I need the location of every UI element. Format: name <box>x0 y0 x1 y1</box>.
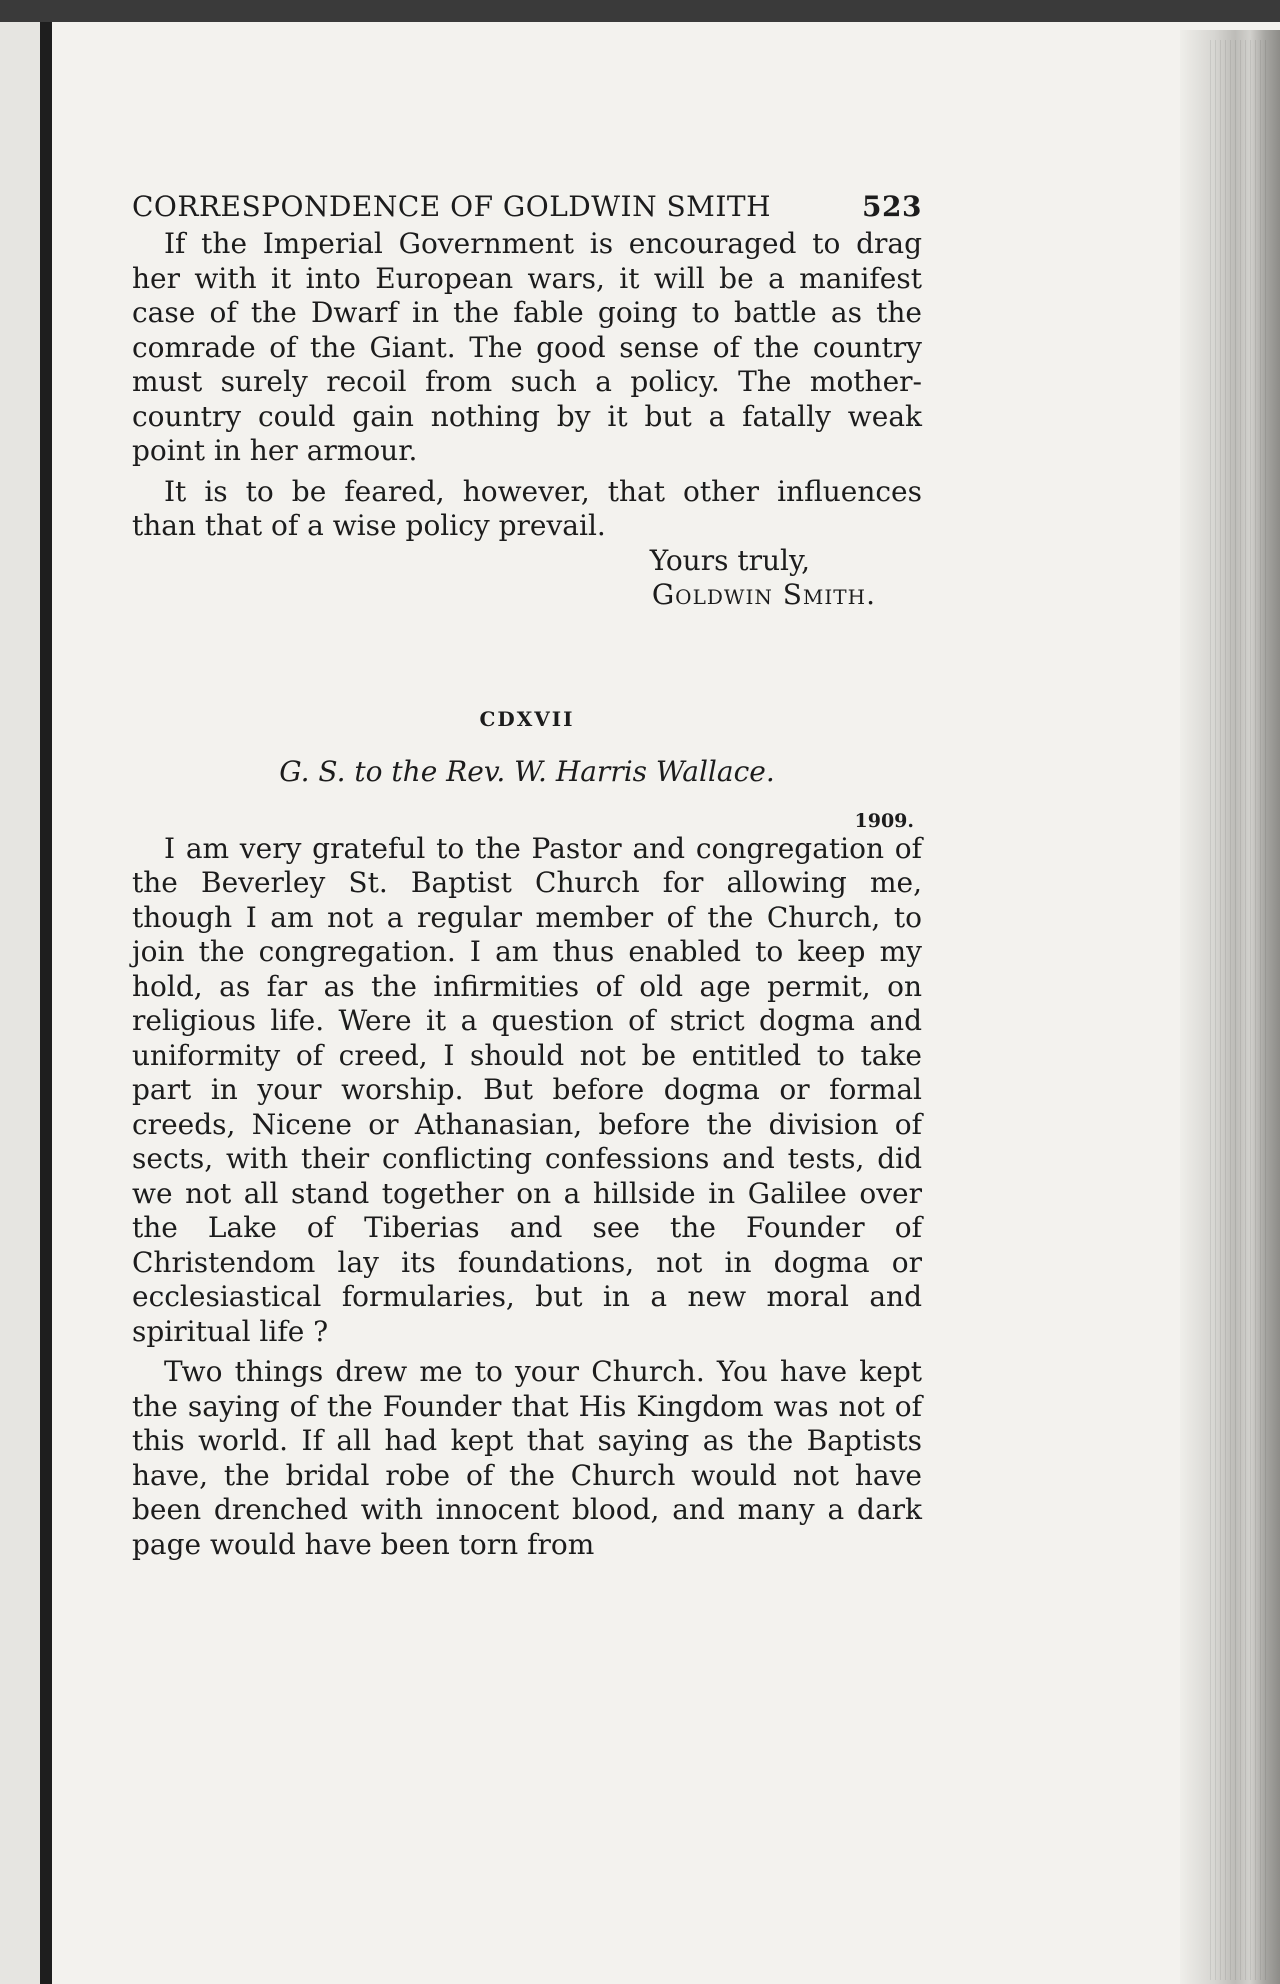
letter1-closing <box>132 544 922 613</box>
page-stack-lines <box>1210 40 1270 1980</box>
letter-heading: G. S. to the Rev. W. Harris Wallace. <box>279 754 775 788</box>
letter2-paragraph-2: Two things drew me to your Church. You have kept the saying of the Founder that His Kingdom was not of this world. If all had kept that saying as the Baptists have, the bridal robe of the Church would not have been drenched with innocent blood, and many a dark page would have been torn from <box>132 1355 922 1561</box>
letter1-paragraph-1: If the Imperial Government is encouraged to drag her with it into European wars, it will be a manifest case of the Dwarf in the fable going to battle as the comrade of the Giant. The good sense of the country must surely recoil from such a policy. The mother-country could gain nothing by it but a fatally weak point in her armour. <box>132 227 922 467</box>
running-head <box>132 190 922 223</box>
running-head-title: CORRESPONDENCE OF GOLDWIN SMITH <box>132 190 772 223</box>
scan-top-border <box>0 0 1280 22</box>
facing-page-edge <box>0 0 40 1984</box>
letter1-valediction: Yours truly, <box>649 543 810 577</box>
page-number: 523 <box>862 190 922 223</box>
letter1-signature: Goldwin Smith. <box>651 578 876 611</box>
letter-date: 1909. <box>854 809 914 832</box>
letter2-paragraph-1: I am very grateful to the Pastor and congregation of the Beverley St. Baptist Church for allowing me, though I am not a regular member of the Church, to join the congregation. I am thus enabled to keep my hold, as far as the infirmities of old age permit, on religious life. Were it a question of strict dogma and uniformity of creed, I should not be entitled to take part in your worship. But before dogma or formal creeds, Nicene or Athanasian, before the division of sects, with their conflicting confessions and tests, did we not all stand together on a hillside in Galilee over the Lake of Tiberias and see the Founder of Christendom lay its foundations, not in dogma or ecclesiastical formularies, but in a new moral and spiritual life ? <box>132 831 922 1348</box>
page-text-block <box>132 190 922 1562</box>
book-binding-shadow <box>40 0 52 1984</box>
letter-number: CDXVII <box>479 706 575 731</box>
letter1-paragraph-2: It is to be feared, however, that other influences than that of a wise policy prevail. <box>132 474 922 542</box>
